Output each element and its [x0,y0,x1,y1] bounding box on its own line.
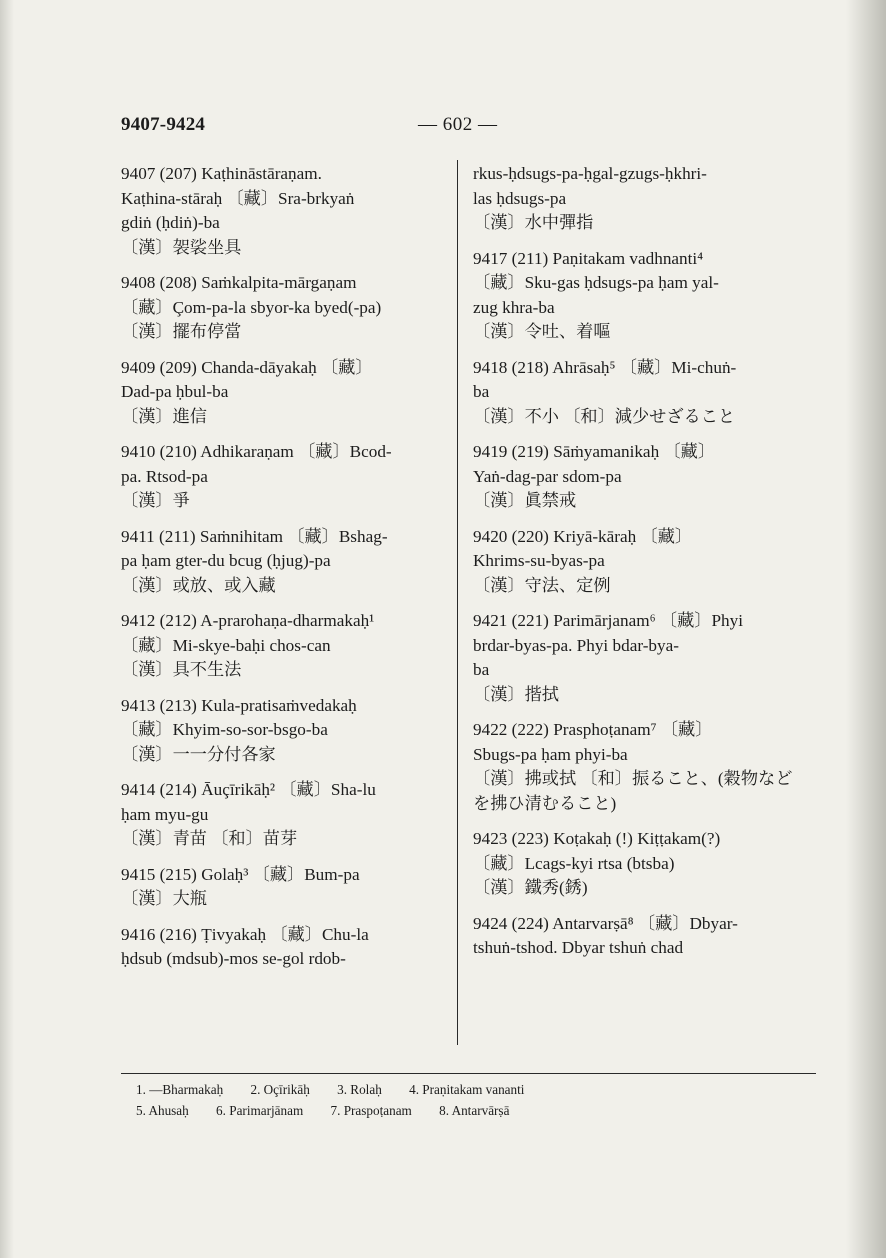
dictionary-entry [121,525,461,599]
entry-line: 9413 (213) Kula-pratisaṁvedakaḥ [121,695,357,715]
scan-edge-shadow [846,0,886,1258]
entry-line: 〔漢〕大瓶 [121,889,207,908]
entry-line: 9423 (223) Koṭakaḥ (!) Kiṭṭakam(?) [473,829,721,848]
entry-line: Kaṭhina-stāraḥ 〔藏〕Sra-brkyaṅ [121,188,355,208]
footnotes [136,1079,816,1121]
dictionary-entry [473,912,813,961]
entry-line: 〔漢〕令吐、着嘔 [473,322,611,341]
dictionary-entry [473,525,813,599]
dictionary-entry [473,609,813,707]
entry-line: 9411 (211) Saṁnihitam 〔藏〕Bshag- [121,526,388,546]
entry-line: Dad-pa ḥbul-ba [121,382,229,401]
entry-line: ḥdsub (mdsub)-mos se-gol rdob- [121,949,346,968]
right-column [473,162,813,972]
entry-line: las ḥdsugs-pa [473,188,567,208]
entry-line: 〔漢〕青苗 〔和〕苗芽 [121,829,298,848]
entry-line: 〔漢〕進信 [121,406,207,426]
dictionary-entry [473,718,813,816]
entry-line: 9424 (224) Antarvarṣā⁸ 〔藏〕Dbyar- [473,913,738,933]
entry-line: 9419 (219) Sāṁyamanikaḥ 〔藏〕 [473,442,716,461]
entry-line: 〔藏〕Mi-skye-baḥi chos-can [121,635,331,655]
entry-line: 〔藏〕Sku-gas ḥdsugs-pa ḥam yal- [473,273,719,292]
entry-line: 〔漢〕爭 [121,491,190,510]
dictionary-entry [473,440,813,514]
entry-line: rkus-ḥdsugs-pa-ḥgal-gzugs-ḥkhri- [473,164,707,183]
entry-line: ba [473,382,490,401]
dictionary-entry [121,162,461,260]
entry-line: 9416 (216) Ṭivyakaḥ 〔藏〕Chu-la [121,924,369,944]
dictionary-entry [121,923,461,972]
footnote: 1. —Bharmakaḥ [136,1082,224,1097]
entry-line: 〔漢〕水中彈指 [473,213,594,232]
dictionary-entry [121,863,461,912]
footnote-divider [121,1073,816,1074]
entry-line: 9408 (208) Saṁkalpita-mārgaṇam [121,273,357,292]
entry-line: 9407 (207) Kaṭhināstāraṇam. [121,164,322,183]
entry-line: 〔漢〕眞禁戒 [473,491,577,510]
entry-line: 9410 (210) Adhikaraṇam 〔藏〕Bcod- [121,442,392,461]
entry-line: pa. Rtsod-pa [121,466,208,486]
scan-edge-shadow [0,0,14,1258]
entry-line: brdar-byas-pa. Phyi bdar-bya- [473,635,679,655]
entry-line: pa ḥam gter-du bcug (ḥjug)-pa [121,551,331,570]
entry-line: 9415 (215) Golaḥ³ 〔藏〕Bum-pa [121,864,360,884]
page-number: — 602 — [418,114,498,135]
dictionary-entry [473,827,813,901]
entry-line: 9421 (221) Parimārjanam⁶ 〔藏〕Phyi [473,611,743,630]
entry-line: ḥam myu-gu [121,804,209,824]
entry-line: 9420 (220) Kriyā-kāraḥ 〔藏〕 [473,526,693,546]
entry-line: を拂ひ清むること) [473,793,617,813]
entry-line: 〔漢〕具不生法 [121,660,242,679]
entry-line: 9417 (211) Paṇitakam vadhnanti⁴ [473,248,704,268]
entry-line: 〔藏〕Khyim-so-sor-bsgo-ba [121,720,328,739]
entry-line: Yaṅ-dag-par sdom-pa [473,466,622,486]
entry-line: tshuṅ-tshod. Dbyar tshuṅ chad [473,938,684,957]
entry-line: gdiṅ (ḥdiṅ)-ba [121,213,220,232]
entry-line: 9422 (222) Prasphoṭanam⁷ 〔藏〕 [473,720,713,739]
entry-line: 〔漢〕守法、定例 [473,575,611,595]
dictionary-entry [121,271,461,345]
dictionary-entry [473,356,813,430]
dictionary-entry [121,609,461,683]
entry-line: 9412 (212) A-prarohaṇa-dharmakaḥ¹ [121,611,375,630]
footnote: 6. Parimarjānam [216,1103,304,1118]
entry-line: 〔漢〕鐵秀(銹) [473,878,588,897]
entry-line: 9409 (209) Chanda-dāyakaḥ 〔藏〕 [121,357,373,377]
entry-line: ba [473,660,490,679]
entry-line: Khrims-su-byas-pa [473,551,605,570]
entry-line: 〔漢〕或放、或入藏 [121,575,276,595]
dictionary-entry [121,694,461,768]
column-divider [457,160,458,1045]
entry-line: 〔漢〕袈裟坐具 [121,237,242,257]
entry-line: 〔漢〕揩拭 [473,684,559,704]
left-column [121,162,461,983]
footnote-row [136,1079,816,1100]
footnote-row [136,1100,816,1121]
footnote: 8. Antarvārṣā [439,1103,510,1118]
entry-line: zug khra-ba [473,297,555,317]
dictionary-entry [473,247,813,345]
dictionary-entry [121,778,461,852]
entry-range-header: 9407-9424 [121,114,206,135]
entry-line: 〔漢〕擺布停當 [121,322,242,341]
footnote: 4. Praṇitakam vananti [409,1082,525,1097]
dictionary-entry [121,440,461,514]
footnote: 2. Oçīrikāḥ [250,1082,310,1097]
entry-line: 〔漢〕拂或拭 〔和〕振ること、(穀物など [473,769,793,788]
entry-line: 9414 (214) Āuçīrikāḥ² 〔藏〕Sha-lu [121,780,376,799]
footnote: 3. Rolaḥ [337,1082,382,1097]
entry-line: 〔漢〕不小 〔和〕減少せざること [473,406,736,426]
dictionary-entry [473,162,813,236]
entry-line: Sbugs-pa ḥam phyi-ba [473,744,628,764]
footnote: 5. Ahusaḥ [136,1103,189,1118]
dictionary-entry [121,356,461,430]
entry-line: 〔藏〕Çom-pa-la sbyor-ka byed(-pa) [121,297,382,317]
entry-line: 〔漢〕一一分付各家 [121,744,276,764]
footnote: 7. Praspoṭanam [330,1103,412,1118]
entry-line: 〔藏〕Lcags-kyi rtsa (btsba) [473,853,675,873]
entry-line: 9418 (218) Ahrāsaḥ⁵ 〔藏〕Mi-chuṅ- [473,357,737,377]
